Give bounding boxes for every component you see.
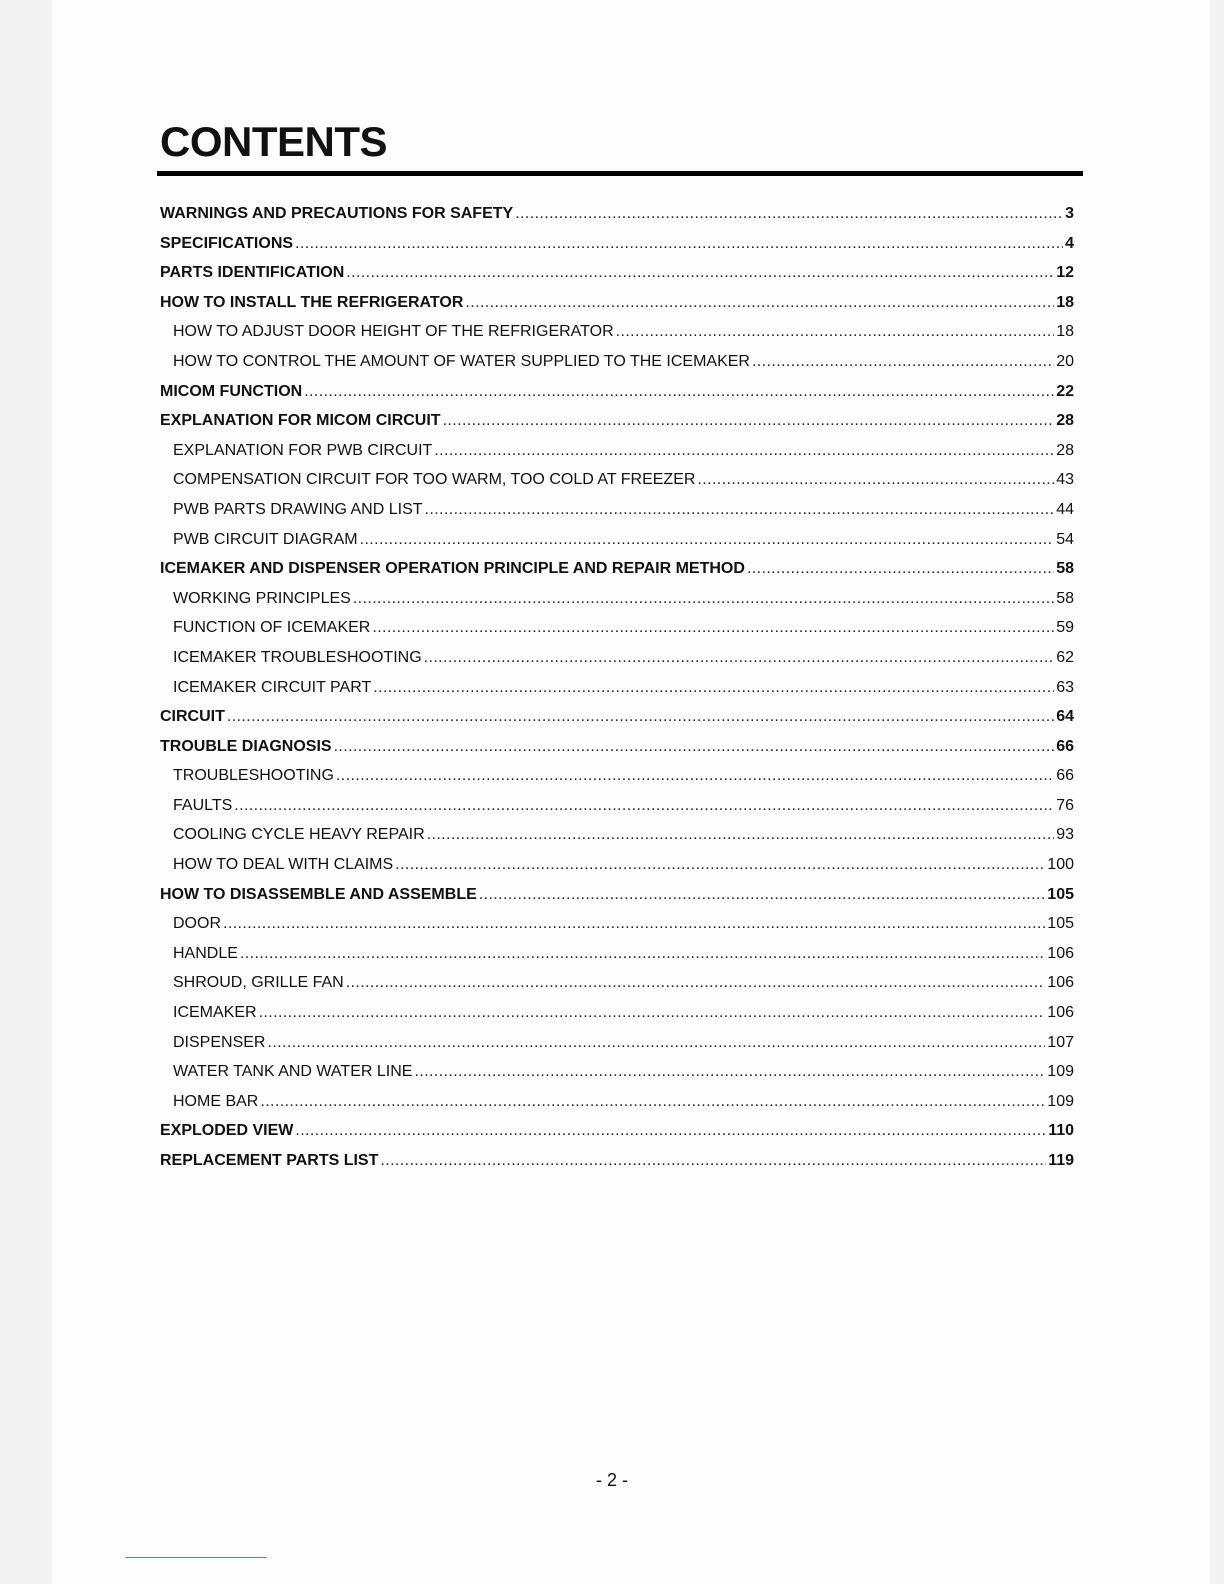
toc-entry-label: TROUBLE DIAGNOSIS: [160, 737, 332, 755]
toc-entry-page: 106: [1047, 1004, 1074, 1022]
toc-subentry[interactable]: [160, 1093, 1074, 1123]
toc-entry-label: HOW TO ADJUST DOOR HEIGHT OF THE REFRIGERATOR: [173, 323, 614, 341]
toc-entry-label: PWB PARTS DRAWING AND LIST: [173, 500, 423, 518]
toc-dot-leader: [234, 797, 1054, 815]
toc-entry-label: SHROUD, GRILLE FAN: [173, 974, 344, 992]
toc-entry-label: COOLING CYCLE HEAVY REPAIR: [173, 826, 425, 844]
title-rule: [157, 171, 1083, 176]
toc-entry-page: 54: [1056, 530, 1074, 548]
toc-entry-label: WORKING PRINCIPLES: [173, 589, 351, 607]
toc-entry-label: DISPENSER: [173, 1033, 266, 1051]
toc-dot-leader: [346, 264, 1054, 282]
toc-dot-leader: [616, 323, 1055, 341]
toc-subentry[interactable]: [160, 974, 1074, 1004]
toc-dot-leader: [395, 856, 1045, 874]
toc-subentry[interactable]: [160, 471, 1074, 501]
toc-entry-page: 64: [1056, 708, 1074, 726]
toc-entry-label: REPLACEMENT PARTS LIST: [160, 1152, 379, 1169]
toc-dot-leader: [260, 1093, 1045, 1111]
toc-entry-page: 110: [1048, 1122, 1074, 1140]
toc-entry-page: 18: [1056, 323, 1074, 341]
toc-entry-label: MICOM FUNCTION: [160, 382, 303, 400]
toc-entry[interactable]: [160, 708, 1074, 738]
toc-entry-page: 58: [1056, 560, 1074, 578]
toc-entry-page: 12: [1056, 264, 1074, 282]
toc-dot-leader: [380, 1152, 1046, 1170]
toc-entry-label: COMPENSATION CIRCUIT FOR TOO WARM, TOO COLD AT FREEZER: [173, 471, 696, 489]
toc-entry-page: 18: [1056, 293, 1074, 311]
toc-entry-page: 22: [1056, 382, 1074, 400]
toc-entry-page: 59: [1056, 619, 1074, 637]
toc-subentry[interactable]: [160, 826, 1074, 856]
toc-dot-leader: [373, 679, 1054, 697]
toc-dot-leader: [752, 353, 1054, 371]
toc-subentry[interactable]: [160, 945, 1074, 975]
toc-entry-page: 4: [1065, 234, 1074, 252]
toc-dot-leader: [304, 383, 1054, 401]
toc-entry-page: 66: [1056, 737, 1074, 755]
toc-entry-page: 105: [1047, 915, 1074, 933]
toc-dot-leader: [360, 531, 1055, 549]
toc-dot-leader: [346, 974, 1046, 992]
toc-subentry[interactable]: [160, 797, 1074, 827]
toc-entry[interactable]: [160, 383, 1074, 413]
toc-entry-label: HOW TO DEAL WITH CLAIMS: [173, 856, 394, 874]
toc-entry[interactable]: [160, 886, 1074, 916]
toc-entry-label: ICEMAKER AND DISPENSER OPERATION PRINCIPLE AND REPAIR METHOD: [160, 560, 745, 578]
toc-entry-page: 44: [1056, 500, 1074, 518]
toc-dot-leader: [295, 235, 1063, 253]
toc-subentry[interactable]: [160, 915, 1074, 945]
toc-dot-leader: [353, 590, 1054, 608]
toc-entry-page: 66: [1056, 767, 1074, 785]
page-number: - 2 -: [595, 1470, 628, 1490]
toc-entry-label: EXPLANATION FOR MICOM CIRCUIT: [160, 412, 441, 430]
toc-subentry[interactable]: [160, 1004, 1074, 1034]
toc-entry-label: HOME BAR: [173, 1092, 259, 1110]
toc-subentry[interactable]: [160, 501, 1074, 531]
toc-dot-leader: [240, 945, 1045, 963]
toc-entry[interactable]: [160, 412, 1074, 442]
toc-entry-page: 43: [1056, 471, 1074, 489]
toc-entry-label: HOW TO CONTROL THE AMOUNT OF WATER SUPPLIED TO THE ICEMAKER: [173, 352, 750, 370]
toc-dot-leader: [443, 412, 1055, 430]
toc-entry-label: HOW TO DISASSEMBLE AND ASSEMBLE: [160, 885, 477, 903]
toc-entry-label: PARTS IDENTIFICATION: [160, 264, 345, 282]
toc-subentry[interactable]: [160, 590, 1074, 620]
toc-dot-leader: [223, 915, 1045, 933]
toc-entry[interactable]: [160, 294, 1074, 324]
toc-entry-label: ICEMAKER CIRCUIT PART: [173, 678, 372, 696]
toc-dot-leader: [434, 442, 1054, 460]
toc-entry-page: 106: [1047, 974, 1074, 992]
toc-entry-label: EXPLODED VIEW: [160, 1122, 294, 1140]
toc-subentry[interactable]: [160, 1034, 1074, 1064]
toc-subentry[interactable]: [160, 767, 1074, 797]
toc-subentry[interactable]: [160, 1063, 1074, 1093]
toc-entry-label: WATER TANK AND WATER LINE: [173, 1063, 413, 1081]
toc-dot-leader: [465, 294, 1054, 312]
toc-entry[interactable]: [160, 1152, 1074, 1182]
toc-entry[interactable]: [160, 205, 1074, 235]
toc-entry[interactable]: [160, 1122, 1074, 1152]
toc-dot-leader: [515, 205, 1063, 223]
toc-entry-page: 105: [1047, 885, 1074, 903]
toc-subentry[interactable]: [160, 323, 1074, 353]
toc-dot-leader: [479, 886, 1046, 904]
toc-entry-page: 63: [1056, 678, 1074, 696]
toc-subentry[interactable]: [160, 531, 1074, 561]
toc-entry-label: ICEMAKER: [173, 1004, 257, 1022]
toc-entry-page: 93: [1056, 826, 1074, 844]
toc-subentry[interactable]: [160, 353, 1074, 383]
toc-entry-label: HANDLE: [173, 944, 238, 962]
toc-entry-page: 107: [1047, 1033, 1074, 1051]
toc-subentry[interactable]: [160, 619, 1074, 649]
toc-dot-leader: [259, 1004, 1046, 1022]
toc-subentry[interactable]: [160, 442, 1074, 472]
toc-entry-page: 58: [1056, 589, 1074, 607]
toc-entry-label: HOW TO INSTALL THE REFRIGERATOR: [160, 293, 464, 311]
toc-entry-page: 20: [1056, 352, 1074, 370]
toc-entry-label: TROUBLESHOOTING: [173, 767, 334, 785]
toc-dot-leader: [697, 471, 1054, 489]
toc-entry-page: 76: [1056, 796, 1074, 814]
toc-entry-page: 3: [1065, 205, 1074, 222]
toc-entry-page: 119: [1048, 1152, 1074, 1169]
toc-entry-label: CIRCUIT: [160, 708, 225, 726]
page-margin-shade-left: [0, 0, 52, 1584]
toc-entry-page: 100: [1047, 856, 1074, 874]
toc-dot-leader: [427, 826, 1055, 844]
toc-entry-label: DOOR: [173, 915, 221, 933]
toc-entry-page: 109: [1047, 1063, 1074, 1081]
toc-entry[interactable]: [160, 235, 1074, 265]
table-of-contents: [160, 205, 1074, 1182]
toc-entry-page: 106: [1047, 944, 1074, 962]
toc-entry-label: FUNCTION OF ICEMAKER: [173, 619, 371, 637]
toc-dot-leader: [424, 649, 1055, 667]
toc-dot-leader: [425, 501, 1055, 519]
toc-entry-label: EXPLANATION FOR PWB CIRCUIT: [173, 441, 433, 459]
toc-dot-leader: [372, 619, 1054, 637]
toc-dot-leader: [295, 1122, 1046, 1140]
toc-entry-page: 28: [1056, 441, 1074, 459]
toc-dot-leader: [267, 1034, 1045, 1052]
toc-subentry[interactable]: [160, 856, 1074, 886]
toc-entry[interactable]: [160, 560, 1074, 590]
toc-dot-leader: [336, 767, 1054, 785]
page-margin-shade-right: [1210, 0, 1224, 1584]
toc-entry-label: PWB CIRCUIT DIAGRAM: [173, 530, 358, 548]
toc-dot-leader: [414, 1063, 1045, 1081]
toc-entry[interactable]: [160, 264, 1074, 294]
toc-entry-page: 109: [1047, 1092, 1074, 1110]
toc-dot-leader: [747, 560, 1054, 578]
toc-entry-label: SPECIFICATIONS: [160, 234, 294, 252]
toc-entry-page: 62: [1056, 648, 1074, 666]
page-title: CONTENTS: [160, 118, 387, 165]
toc-entry-label: ICEMAKER TROUBLESHOOTING: [173, 648, 422, 666]
toc-subentry[interactable]: [160, 649, 1074, 679]
toc-entry-page: 28: [1056, 412, 1074, 430]
toc-entry-label: FAULTS: [173, 796, 233, 814]
toc-entry-label: WARNINGS AND PRECAUTIONS FOR SAFETY: [160, 205, 514, 222]
link-underline: [125, 1557, 267, 1558]
toc-subentry[interactable]: [160, 679, 1074, 709]
toc-dot-leader: [334, 738, 1055, 756]
toc-dot-leader: [227, 708, 1054, 726]
toc-entry[interactable]: [160, 738, 1074, 768]
